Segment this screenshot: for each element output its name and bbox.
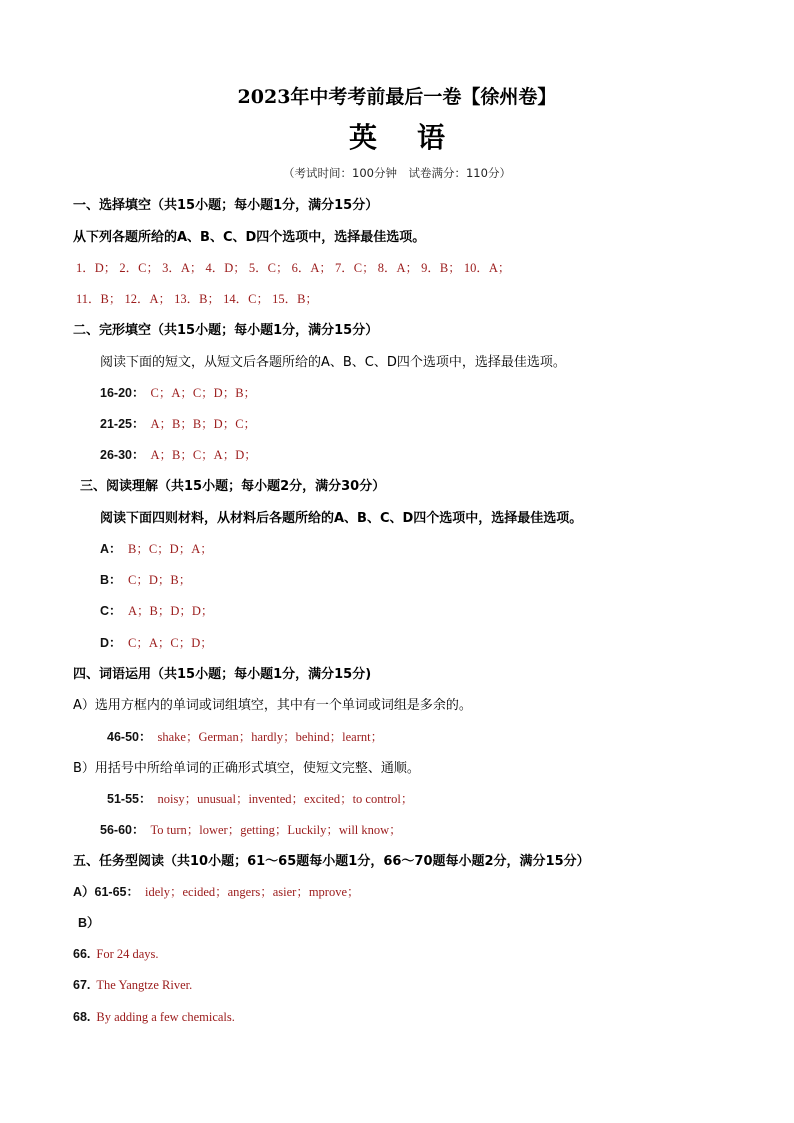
subject-title: 英语: [348, 121, 485, 154]
exam-info: （考试时间：100分钟 试卷满分：110分）: [283, 166, 511, 180]
section3-answer-group: [100, 637, 213, 650]
group-answers: A；B；B；D；C；: [150, 417, 257, 431]
section5-heading: 五、任务型阅读（共10小题；61～65题每小题1分，66～70题每小题2分，满分15分）: [73, 854, 590, 869]
section5-item: [73, 979, 192, 992]
group-answers: C；A；C；D；B；: [150, 386, 257, 400]
section4-heading: 四、词语运用（共15小题；每小题1分，满分15分): [73, 667, 372, 682]
section3-answer-group: [100, 543, 213, 556]
section4-partB-answer-group: [100, 824, 402, 837]
group-label: 21-25：: [100, 417, 145, 431]
section3-answer-group: [100, 574, 191, 587]
group-answers: B；C；D；A；: [128, 542, 213, 556]
group-label: 16-20：: [100, 386, 145, 400]
section1-answers-line1: 1．D； 2．C； 3．A； 4．D； 5．C； 6．A； 7．C； 8．A； 9．B； 10．A；: [76, 261, 511, 275]
section2-instruction: 阅读下面的短文，从短文后各题所给的A、B、C、D四个选项中，选择最佳选项。: [100, 355, 566, 370]
group-label: 51-55：: [107, 792, 152, 806]
group-answers: noisy；unusual；invented；excited；to control；: [157, 792, 414, 806]
section1-instruction: 从下列各题所给的A、B、C、D四个选项中，选择最佳选项。: [73, 230, 426, 245]
group-answers: shake；German；hardly；behind；learnt；: [157, 730, 384, 744]
section3-answer-group: [100, 605, 213, 618]
item-number: 67.: [73, 978, 91, 992]
section3-heading: 三、阅读理解（共15小题；每小题2分，满分30分）: [80, 479, 386, 494]
section2-heading: 二、完形填空（共15小题；每小题1分，满分15分）: [73, 323, 379, 338]
group-answers: A；B；C；A；D；: [150, 448, 257, 462]
group-answers: C；A；C；D；: [128, 636, 213, 650]
section2-answer-group: [100, 387, 256, 400]
group-label: 26-30：: [100, 448, 145, 462]
section4-partB-instruction: B）用括号中所给单词的正确形式填空，使短文完整、通顺。: [73, 761, 420, 776]
section3-instruction: 阅读下面四则材料，从材料后各题所给的A、B、C、D四个选项中，选择最佳选项。: [100, 511, 583, 526]
section4-partA-instruction: A）选用方框内的单词或词组填空，其中有一个单词或词组是多余的。: [73, 698, 472, 713]
group-label: D：: [100, 636, 122, 650]
section4-partA-answers: [107, 731, 383, 744]
section2-answer-group: [100, 418, 256, 431]
group-label: A：: [100, 542, 122, 556]
group-answers: C；D；B；: [128, 573, 192, 587]
section1-answers-line2: 11．B； 12．A； 13．B； 14．C； 15．B；: [76, 292, 318, 306]
section5-partA-answers: [73, 886, 360, 899]
section2-answer-group: [100, 449, 257, 462]
section5-item: [73, 948, 159, 961]
group-label: 46-50：: [107, 730, 152, 744]
section1-heading: 一、选择填空（共15小题；每小题1分，满分15分）: [73, 198, 379, 213]
group-label: B：: [100, 573, 122, 587]
page-title: 2023年中考考前最后一卷【徐州卷】: [237, 86, 557, 108]
section4-partB-answer-group: [107, 793, 413, 806]
section5-partB-label: B）: [78, 916, 100, 930]
group-answers: idely；ecided；angers；asier；mprove；: [145, 885, 360, 899]
item-number: 68.: [73, 1010, 91, 1024]
section5-item: [73, 1011, 235, 1024]
group-label: C：: [100, 604, 122, 618]
item-answer: The Yangtze River.: [96, 978, 193, 992]
group-answers: To turn；lower；getting；Luckily；will know；: [150, 823, 402, 837]
group-label: A）61-65：: [73, 885, 139, 899]
group-answers: A；B；D；D；: [128, 604, 214, 618]
item-answer: By adding a few chemicals.: [96, 1010, 235, 1024]
item-answer: For 24 days.: [96, 947, 159, 961]
item-number: 66.: [73, 947, 91, 961]
group-label: 56-60：: [100, 823, 145, 837]
